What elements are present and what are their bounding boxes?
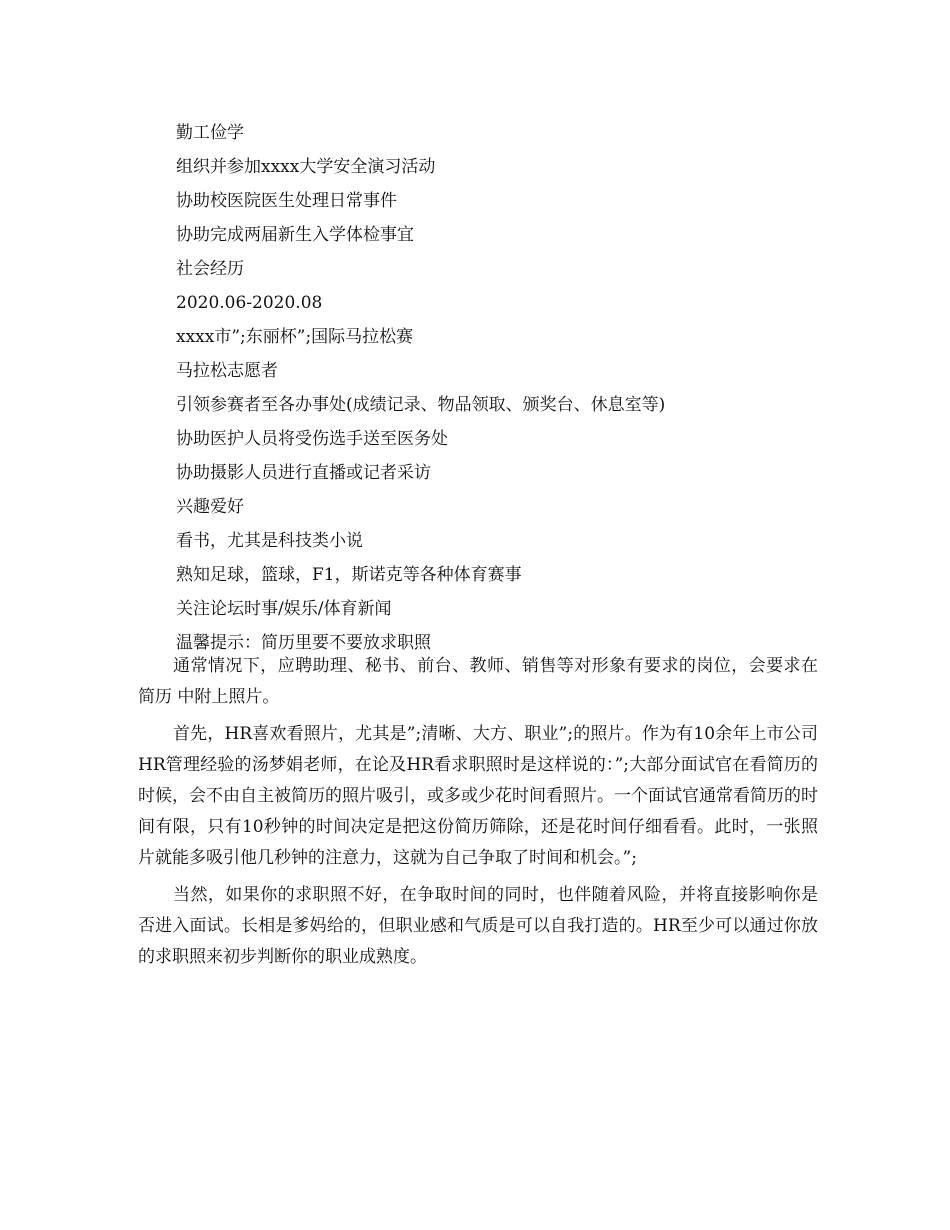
paragraph-3: 当然，如果你的求职照不好，在争取时间的同时，也伴随着风险，并将直接影响你是否进入面试。长相是爹妈给的，但职业感和气质是可以自我打造的。HR至少可以通过你放的求职照来初步判断你的职业成熟度。 (138, 885, 818, 967)
line-medical-assist: 协助医护人员将受伤选手送至医务处 (176, 429, 448, 449)
line-guide-participants: 引领参赛者至各办事处(成绩记录、物品领取、颁奖台、休息室等) (176, 395, 666, 415)
line-reading: 看书，尤其是科技类小说 (176, 531, 363, 551)
resume-lines (176, 116, 836, 660)
line-photography-assist: 协助摄影人员进行直播或记者采访 (176, 463, 431, 483)
line-sports: 熟知足球，篮球，F1，斯诺克等各种体育赛事 (176, 565, 522, 585)
paragraph-1: 通常情况下，应聘助理、秘书、前台、教师、销售等对形象有要求的岗位，会要求在简历 中附上照片。 (138, 656, 818, 707)
line-safety-drill: 组织并参加xxxx大学安全演习活动 (176, 157, 436, 177)
line-physical-exam: 协助完成两届新生入学体检事宜 (176, 225, 414, 245)
line-marathon-event: xxxx市”;东丽杯”;国际马拉松赛 (176, 327, 414, 347)
line-date-range: 2020.06-2020.08 (176, 293, 323, 313)
line-tip-heading: 温馨提示：简历里要不要放求职照 (176, 633, 431, 653)
line-hobbies-heading: 兴趣爱好 (176, 497, 244, 517)
paragraph-2: 首先，HR喜欢看照片，尤其是”;清晰、大方、职业”;的照片。作为有10余年上市公司HR管理经验的汤梦娟老师，在论及HR看求职照时是这样说的：”;大部分面试官在看简历的时候，会不由自主被简历的照片吸引，或多或少花时间看照片。一个面试官通常看简历的时间有限，只有10秒钟的时间决定是把这份简历筛除，还是花时间仔细看看。此时，一张照片就能多吸引他几秒钟的注意力，这就为自己争取了时间和机会。”; (138, 724, 818, 868)
line-work-study-heading: 勤工俭学 (176, 123, 244, 143)
article-body (138, 651, 818, 979)
line-social-experience-heading: 社会经历 (176, 259, 244, 279)
line-clinic-assist: 协助校医院医生处理日常事件 (176, 191, 397, 211)
line-volunteer-role: 马拉松志愿者 (176, 361, 278, 381)
line-news: 关注论坛时事/娱乐/体育新闻 (176, 599, 392, 619)
